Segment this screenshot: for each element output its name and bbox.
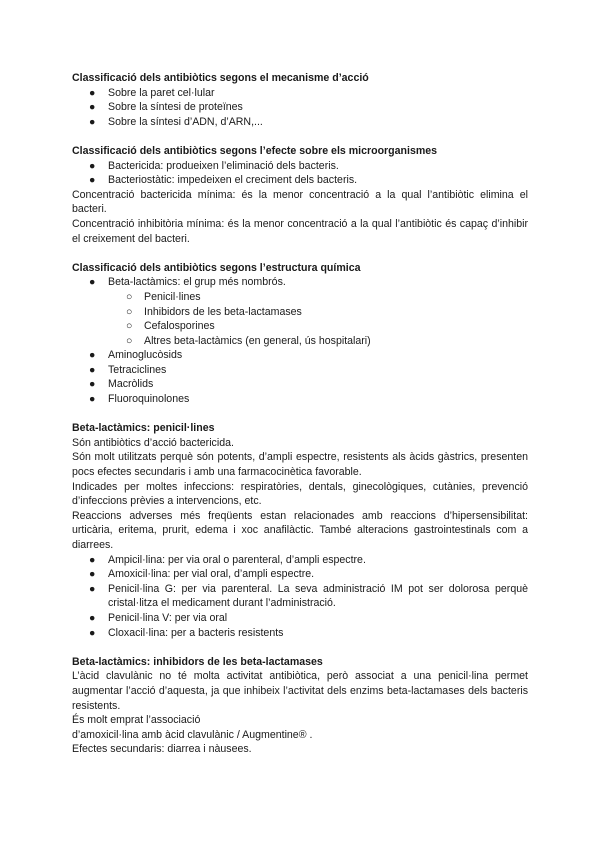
hollow-bullet-icon: ○ <box>126 305 133 318</box>
sublist-item: ○ Penicil·lines <box>126 290 201 303</box>
estructura-list <box>72 275 528 406</box>
list-item: ● Penicil·lina V: per via oral <box>89 611 228 624</box>
bullet-icon: ● <box>89 101 96 114</box>
bullet-icon: ● <box>89 626 96 639</box>
beta-lactamics-sublist <box>108 290 528 348</box>
paragraph: Reaccions adverses més freqüents estan relacionades amb reaccions d’hipersensibilitat: urticària, eritema, prurit, edema i xoc anafilàctic. També alteracions gastrointestinals com a diarrees. <box>72 509 528 551</box>
document-content <box>72 71 528 757</box>
sublist-item: ○ Cefalosporines <box>126 320 215 333</box>
paragraph-cbm: Concentració bactericida mínima: és la menor concentració a la qual l’antibiòtic elimina el bacteri. <box>72 188 528 216</box>
paragraph: d’amoxicil·lina amb àcid clavulànic / Augmentine® . <box>72 728 313 741</box>
hollow-bullet-icon: ○ <box>126 334 133 347</box>
bullet-icon: ● <box>89 363 96 376</box>
list-item: ● Penicil·lina G: per via parenteral. La seva administració IM pot ser dolorosa perquè cristal·litza el medicament durant l’administració. <box>89 582 528 610</box>
list-item: ● Sobre la síntesi de proteïnes <box>89 101 243 114</box>
bullet-icon: ● <box>89 568 96 581</box>
list-item: ● Ampicil·lina: per via oral o parenteral, d’ampli espectre. <box>89 553 366 566</box>
paragraph: És molt emprat l’associació <box>72 714 201 727</box>
sublist-item: ○ Inhibidors de les beta-lactamases <box>126 305 302 318</box>
bullet-icon: ● <box>89 349 96 362</box>
paragraph: Són antibiòtics d’acció bactericida. <box>72 436 234 449</box>
bullet-icon: ● <box>89 159 96 172</box>
list-item: ● Sobre la síntesi d’ADN, d’ARN,... <box>89 115 263 128</box>
efecte-list <box>72 159 528 188</box>
section-title-penicillines: Beta-lactàmics: penicil·lines <box>72 422 215 435</box>
bullet-icon: ● <box>89 276 96 289</box>
list-item: ● Macròlids <box>89 378 154 391</box>
bullet-icon: ● <box>89 553 96 566</box>
list-item: ● Aminoglucòsids <box>89 349 183 362</box>
hollow-bullet-icon: ○ <box>126 320 133 333</box>
bullet-icon: ● <box>89 393 96 406</box>
paragraph-cim: Concentració inhibitòria mínima: és la menor concentració a la qual l’antibiòtic és capaç d’inhibir el creixement del bacteri. <box>72 217 528 245</box>
paragraph: Són molt utilitzats perquè són potents, d’ampli espectre, resistents als àcids gàstrics, presenten pocs efectes secundaris i amb una farmacocinètica favorable. <box>72 451 528 479</box>
section-title-estructura: Classificació dels antibiòtics segons l’estructura química <box>72 261 361 274</box>
section-title-mecanisme: Classificació dels antibiòtics segons el mecanisme d’acció <box>72 72 369 84</box>
list-item: ● Fluoroquinolones <box>89 393 190 406</box>
bullet-icon: ● <box>89 174 96 187</box>
list-item: ● Tetraciclines <box>89 363 167 376</box>
list-item: ● Bacteriostàtic: impedeixen el creciment dels bacteris. <box>89 174 358 187</box>
list-item: ● Sobre la paret cel·lular <box>89 86 215 99</box>
bullet-icon: ● <box>89 582 96 595</box>
bullet-icon: ● <box>89 86 96 99</box>
paragraph: Indicades per moltes infeccions: respiratòries, dentals, ginecològiques, cutànies, prevenció d’infeccions prèvies a intervencions, etc. <box>72 480 528 508</box>
section-title-inhibidors: Beta-lactàmics: inhibidors de les beta-lactamases <box>72 655 323 668</box>
paragraph: L’àcid clavulànic no té molta activitat antibiòtica, però associat a una penicil·lina permet augmentar l’acció d’aquesta, ja que inhibeix l’activitat dels enzims beta-lactamases dels bacteris resistents. <box>72 670 528 712</box>
hollow-bullet-icon: ○ <box>126 290 133 303</box>
penicillines-list <box>72 553 528 641</box>
list-item: ● Beta-lactàmics: el grup més nombrós. ○ Penicil·lines ○ Inhibidors de les beta-lactamases ○ Cefalosporines ○ Altres beta-lactàmics (en general, ús hospitalari) <box>72 275 528 348</box>
list-item: ● Amoxicil·lina: per vial oral, d’ampli espectre. <box>89 568 315 581</box>
bullet-icon: ● <box>89 611 96 624</box>
sublist-item: ○ Altres beta-lactàmics (en general, ús hospitalari) <box>126 334 371 347</box>
mecanisme-list <box>72 86 528 130</box>
bullet-icon: ● <box>89 378 96 391</box>
paragraph: Efectes secundaris: diarrea i nàusees. <box>72 743 252 756</box>
list-item: ● Bactericida: produeixen l’eliminació dels bacteris. <box>89 159 339 172</box>
bullet-icon: ● <box>89 115 96 128</box>
section-title-efecte: Classificació dels antibiòtics segons l’efecte sobre els microorganismes <box>72 144 438 157</box>
list-item: ● Cloxacil·lina: per a bacteris resistents <box>89 626 284 639</box>
